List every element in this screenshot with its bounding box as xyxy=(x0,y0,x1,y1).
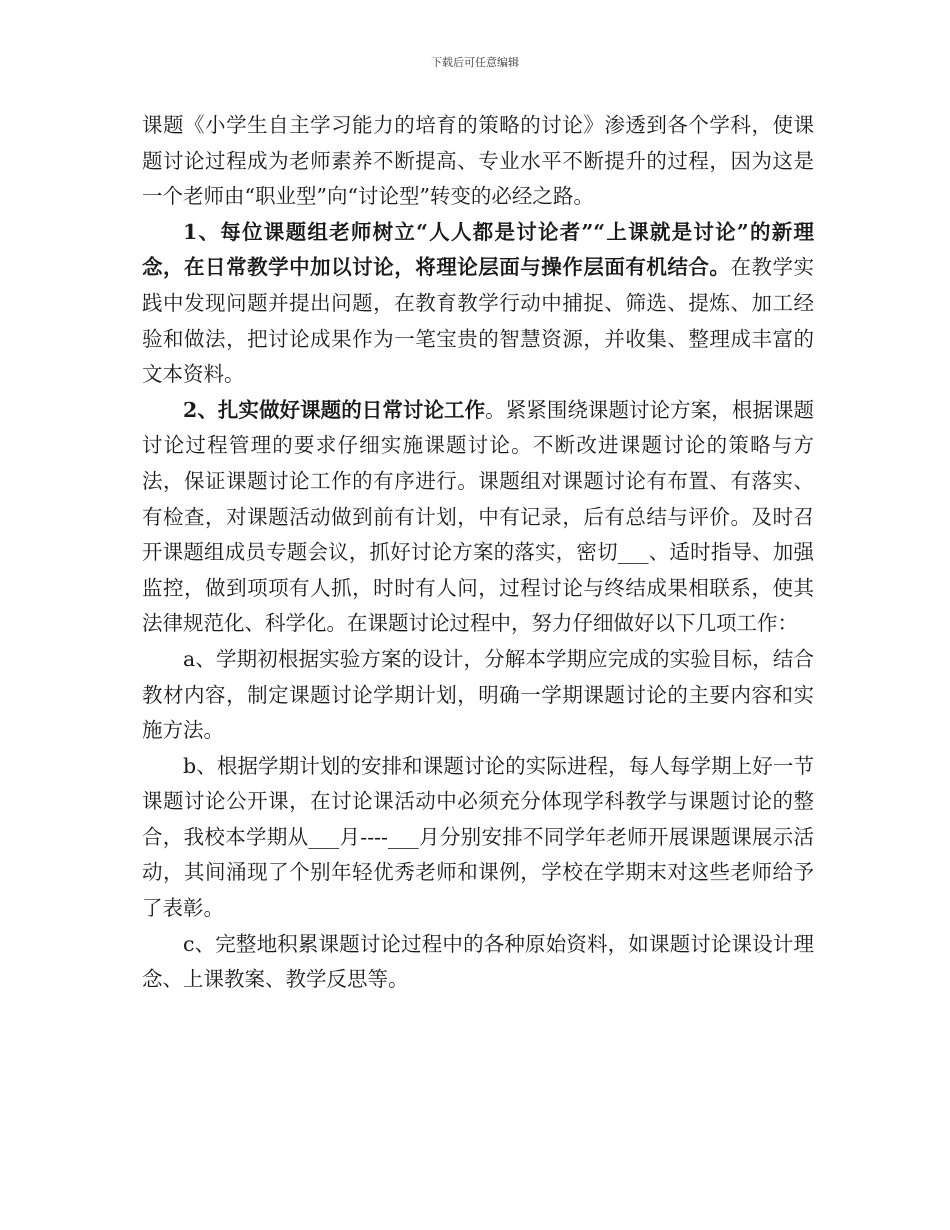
paragraph-text: b、根据学期计划的安排和课题讨论的实际进程，每人每学期上好一节课题讨论公开课，在讨论课活动中必须充分体现学科教学与课题讨论的整合，我校本学期从___月----___月分别安排不同学年老师开展课题课展示活动，其间涌现了个别年轻优秀老师和课例，学校在学期末对这些老师给予了表彰。 xyxy=(142,753,814,921)
paragraph-text: 。紧紧围绕课题讨论方案，根据课题讨论过程管理的要求仔细实施课题讨论。不断改进课题讨论的策略与方法，保证课题讨论工作的有序进行。课题组对课题讨论有布置、有落实、有检查，对课题活动做到前有计划，中有记录，后有总结与评价。及时召开课题组成员专题会议，抓好讨论方案的落实，密切___、适时指导、加强监控，做到项项有人抓，时时有人问，过程讨论与终结成果相联系，使其法律规范化、科学化。在课题讨论过程中，努力仔细做好以下几项工作： xyxy=(142,397,815,636)
paragraph-text: c、完整地积累课题讨论过程中的各种原始资料，如课题讨论课设计理念、上课教案、教学反思等。 xyxy=(142,931,814,992)
paragraph-item-b xyxy=(142,749,814,927)
page-header: 下载后可任意编辑 xyxy=(431,56,519,69)
paragraph-text: 在教学实践中发现问题并提出问题，在教育教学行动中捕捉、筛选、提炼、加工经验和做法，把讨论成果作为一笔宝贵的智慧资源，并收集、整理成丰富的文本资料。 xyxy=(142,255,815,387)
paragraph-heading: 1、每位课题组老师树立“人人都是讨论者”“上课就是讨论”的新理念，在日常教学中加以讨论，将理论层面与操作层面有机结合。 xyxy=(142,219,814,280)
paragraph-item-a xyxy=(142,642,814,749)
document-body xyxy=(142,108,814,998)
paragraph-heading: 2、扎实做好课题的日常讨论工作 xyxy=(183,397,486,422)
paragraph-point-2 xyxy=(142,393,814,642)
paragraph-point-1 xyxy=(142,215,814,393)
paragraph-intro xyxy=(142,108,814,215)
paragraph-text: a、学期初根据实验方案的设计，分解本学期应完成的实验目标，结合教材内容，制定课题讨论学期计划，明确一学期课题讨论的主要内容和实施方法。 xyxy=(142,646,814,743)
paragraph-item-c xyxy=(142,927,814,998)
paragraph-text: 课题《小学生自主学习能力的培育的策略的讨论》渗透到各个学科，使课题讨论过程成为老师素养不断提高、专业水平不断提升的过程，因为这是一个老师由“职业型”向“讨论型”转变的必经之路。 xyxy=(142,113,814,209)
